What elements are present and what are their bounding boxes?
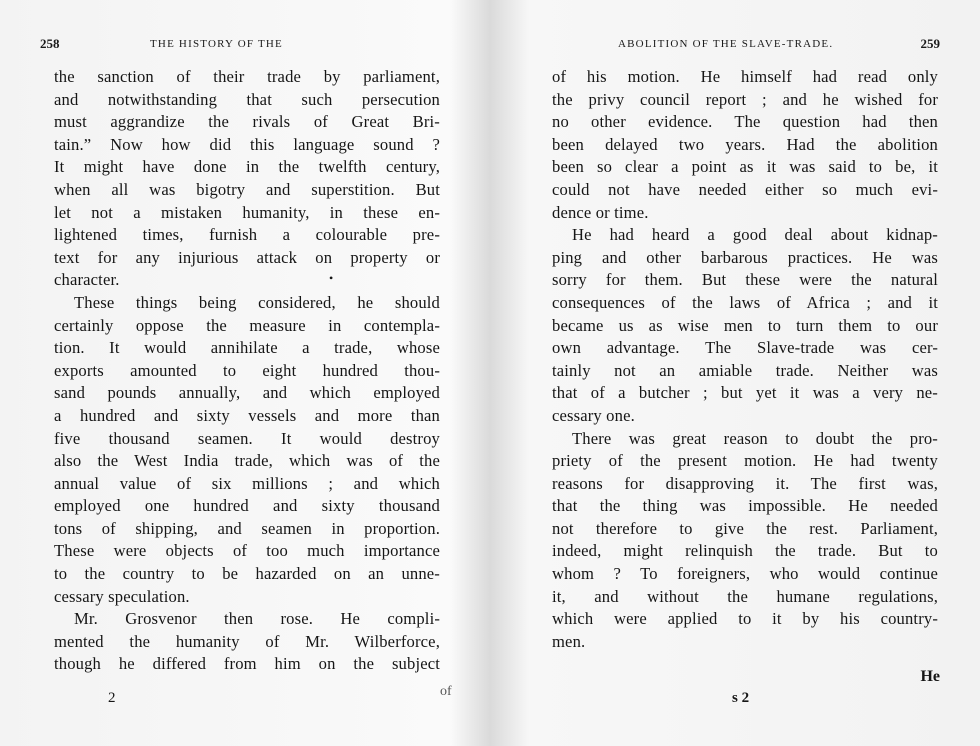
text-line: certainly oppose the measure in contempla- [54,315,440,335]
text-line: which were applied to it by his country- [552,609,938,629]
text-line: cessary speculation. [54,586,190,606]
text-line: of his motion. He himself had read only [552,67,938,86]
text-line: indeed, might relinquish the trade. But to [552,541,938,561]
text-line: could not have needed either so much evi- [552,179,938,199]
right-page [490,0,980,746]
catchword: He [920,668,940,685]
paragraph-start: He had heard a good deal about kidnap- [572,225,938,245]
text-line: consequences of the laws of Africa ; and it [552,292,938,312]
page-number: 259 [920,36,940,51]
text-line: cessary one. [552,405,635,425]
text-line: five thousand seamen. It would destroy [54,428,440,448]
text-line: tion. It would annihilate a trade, whose [54,338,440,358]
text-line: employed one hundred and sixty thousand [54,496,440,516]
text-line: text for any injurious attack on property or [54,247,440,267]
text-line: whom ? To foreigners, who would continue [552,564,938,584]
paragraph-start: These things being considered, he should [74,292,440,312]
page-body [54,66,440,676]
text-line: when all was bigotry and superstition. But [54,179,440,199]
text-line: the sanction of their trade by parliament, [54,67,440,86]
running-head: THE HISTORY OF THE [150,38,283,50]
text-line: exports amounted to eight hundred thou- [54,360,440,380]
text-line: tainly not an amiable trade. Neither was [552,360,938,380]
text-line: let not a mistaken humanity, in these en- [54,202,440,222]
text-line: not therefore to give the rest. Parliament, [552,518,938,538]
text-line: ping and other barbarous practices. He was [552,247,938,267]
paragraph-start: Mr. Grosvenor then rose. He compli- [74,609,440,629]
text-line: sand pounds annually, and which employed [54,383,440,403]
text-line: tons of shipping, and seamen in proportion. [54,518,440,538]
text-line: It might have done in the twelfth century, [54,157,440,177]
text-line: mented the humanity of Mr. Wilberforce, [54,631,440,651]
text-line: character. • [54,269,440,292]
text-line: annual value of six millions ; and which [54,473,440,493]
text-line: sorry for them. But these were the natural [552,270,938,290]
text-line: though he differed from him on the subject [54,654,440,674]
text-line: to the country to be hazarded on an unne- [54,564,440,584]
text-line: tain.” Now how did this language sound ? [54,134,440,154]
text-line: own advantage. The Slave-trade was cer- [552,338,938,358]
text-line: priety of the present motion. He had twenty [552,451,938,471]
signature-mark: s 2 [732,690,750,706]
page-number: 258 [40,36,60,51]
text-line: been delayed two years. Had the abolition [552,134,938,154]
text-line: These were objects of too much importance [54,541,440,561]
text-line: been so clear a point as it was said to be, it [552,157,938,177]
running-head: ABOLITION OF THE SLAVE-TRADE. [618,38,834,50]
text-line: that the thing was impossible. He needed [552,496,938,516]
text-line: the privy council report ; and he wished for [552,89,938,109]
text-line: must aggrandize the rivals of Great Bri- [54,112,440,132]
text-line: that of a butcher ; but yet it was a very ne- [552,383,938,403]
text-line: men. [552,631,586,651]
text-line: and notwithstanding that such persecution [54,89,440,109]
text-line: dence or time. [552,202,649,222]
page-body [552,66,938,653]
text-line: it, and without the humane regulations, [552,586,938,606]
text-line: a hundred and sixty vessels and more than [54,405,440,425]
text-line: lightened times, furnish a colourable pre- [54,225,440,245]
paragraph-start: There was great reason to doubt the pro- [572,428,938,448]
signature-mark: 2 [108,690,116,706]
text-line: reasons for disapproving it. The first was, [552,473,938,493]
text-line: became us as wise men to turn them to our [552,315,938,335]
text-line: also the West India trade, which was of the [54,451,440,471]
catchword: of [440,684,452,699]
text-line: no other evidence. The question had then [552,112,938,132]
